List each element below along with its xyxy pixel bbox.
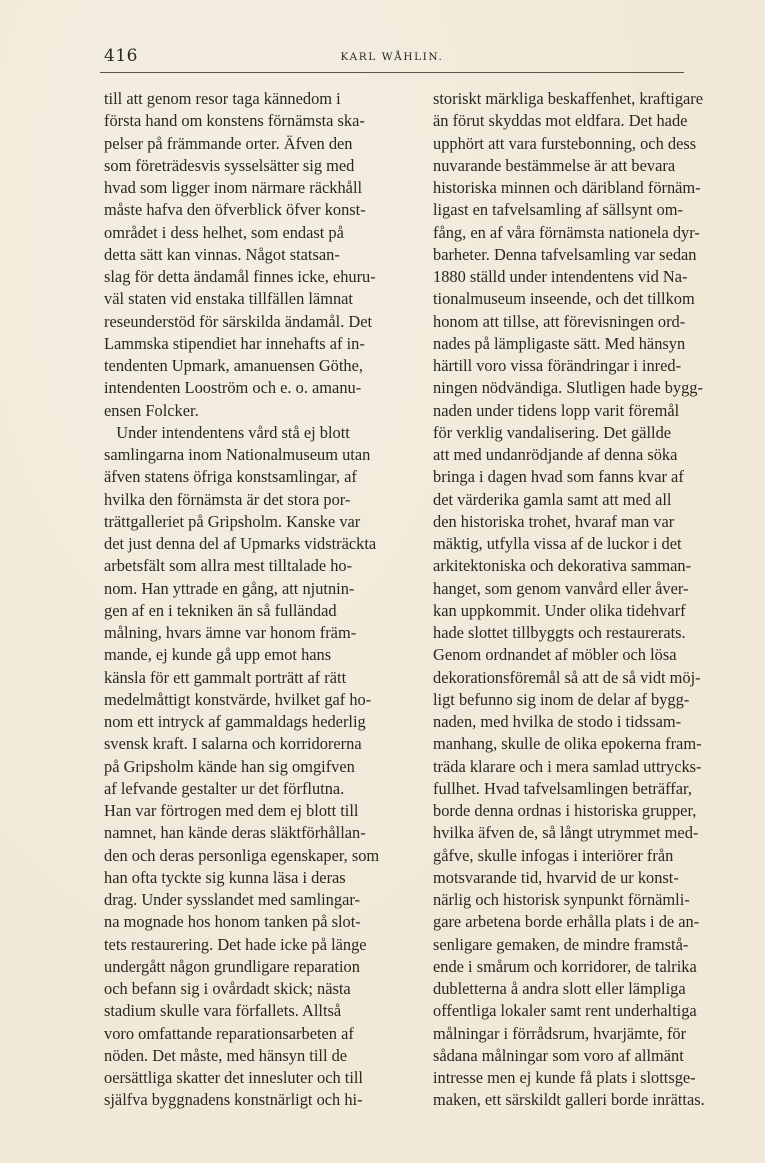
text-line: att med undanrödjande af denna söka	[433, 445, 678, 464]
text-line: Under intendentens vård stå ej blott	[104, 422, 350, 442]
text-line: ligast en tafvelsamling af sällsynt om-	[433, 200, 683, 220]
text-line: samlingarna inom Nationalmuseum utan	[104, 445, 371, 464]
text-line: området i dess helhet, som endast på	[104, 222, 344, 242]
text-line: härtill voro vissa förändringar i inred-	[433, 356, 682, 375]
text-line: senligare gemaken, de mindre framstå-	[433, 934, 689, 954]
text-line: hade slottet tillbyggts och restaurerats.	[433, 623, 686, 642]
text-line: på Gripsholm kände han sig omgifven	[104, 756, 355, 776]
right-column	[433, 88, 725, 1112]
text-line: hvilka äfven de, så långt utrymmet med-	[433, 823, 699, 843]
text-line: känsla för ett gammalt porträtt af rätt	[104, 667, 347, 687]
text-line: Genom ordnandet af möbler och lösa	[433, 645, 677, 665]
text-line: än förut skyddas mot eldfara. Det hade	[433, 111, 688, 131]
text-line: historiska minnen och däribland förnäm-	[433, 178, 701, 197]
text-line: ningen nödvändiga. Slutligen hade bygg-	[433, 378, 703, 398]
text-line: dekorationsföremål så att de så vidt möj-	[433, 667, 701, 687]
text-line: hanget, som genom vanvård eller åver-	[433, 578, 689, 598]
header-rule	[100, 72, 684, 73]
text-line: det just denna del af Upmarks vidsträckta	[104, 534, 377, 553]
text-line: oersättliga skatter det innesluter och till	[104, 1068, 363, 1087]
text-line: han ofta tyckte sig kunna läsa i deras	[104, 867, 346, 887]
text-line: maken, ett särskildt galleri borde inrättas.	[433, 1090, 705, 1110]
text-line: målningar i förrådsrum, hvarjämte, för	[433, 1023, 687, 1043]
text-line: voro omfattande reparationsarbeten af	[104, 1023, 354, 1043]
text-line: tendenten Upmark, amanuensen Göthe,	[104, 356, 363, 375]
text-line: medelmåttigt konstvärde, hvilket gaf ho-	[104, 689, 372, 709]
text-line: tionalmuseum inseende, och det tillkom	[433, 289, 695, 309]
text-line: och befann sig i ovårdadt skick; nästa	[104, 979, 351, 998]
text-line: gen af en i tekniken än så fulländad	[104, 600, 337, 620]
text-line: naden under tidens lopp varit föremål	[433, 400, 680, 420]
text-line: träda klarare och i mera samlad uttrycks-	[433, 756, 702, 776]
text-line: måste hafva den öfverblick öfver konst-	[104, 200, 366, 220]
text-line: det värderika gamla samt att med all	[433, 489, 672, 509]
text-line: offentliga lokaler samt rent underhaltiga	[433, 1001, 697, 1021]
text-line: nöden. Det måste, med hänsyn till de	[104, 1045, 348, 1065]
text-line: barheter. Denna tafvelsamling var sedan	[433, 244, 697, 264]
left-column	[104, 88, 396, 1112]
text-line: som företrädesvis sysselsätter sig med	[104, 155, 355, 175]
text-line: arbetsfält som allra mest tilltalade ho-	[104, 556, 353, 576]
text-line: själfva byggnadens konstnärligt och hi-	[104, 1090, 363, 1110]
text-line: af lefvande gestalter ur det förflutna.	[104, 778, 345, 798]
text-line: mäktig, utfylla vissa af de luckor i det	[433, 534, 682, 553]
text-line: för verklig vandalisering. Det gällde	[433, 422, 672, 442]
text-line: intendenten Looström och e. o. amanu-	[104, 378, 362, 398]
text-line: gåfve, skulle infogas i interiörer från	[433, 845, 674, 865]
text-line: sådana målningar som voro af allmänt	[433, 1045, 684, 1065]
text-line: upphört att vara furstebonning, och dess	[433, 133, 697, 153]
text-line: hvad som ligger inom närmare räckhåll	[104, 178, 363, 197]
text-line: manhang, skulle de olika epokerna fram-	[433, 734, 702, 754]
text-line: gare arbetena borde erhålla plats i de an-	[433, 912, 700, 932]
text-line: ligt befunno sig inom de delar af bygg-	[433, 689, 690, 709]
text-line: honom att tillse, att förevisningen ord-	[433, 311, 686, 331]
text-line: svensk kraft. I salarna och korridorerna	[104, 734, 362, 754]
text-line: dubletterna å andra slott eller lämpliga	[433, 979, 686, 998]
text-line: drag. Under sysslandet med samlingar-	[104, 890, 360, 909]
text-line: Han var förtrogen med dem ej blott till	[104, 801, 359, 820]
text-line: nuvarande bestämmelse är att bevara	[433, 155, 676, 175]
text-line: bringa i dagen hvad som fanns kvar af	[433, 467, 684, 487]
text-line: namnet, han kände deras släktförhållan-	[104, 823, 366, 843]
text-line: väl staten vid enstaka tillfällen lämnat	[104, 289, 353, 309]
text-line: slag för detta ändamål finnes icke, ehuru-	[104, 267, 376, 286]
text-line: trättgalleriet på Gripsholm. Kanske var	[104, 511, 361, 531]
text-line: den och deras personliga egenskaper, som	[104, 845, 380, 865]
page-number: 416	[104, 46, 138, 66]
text-line: storiskt märkliga beskaffenhet, kraftigare	[433, 89, 704, 108]
text-line: reseunderstöd för särskilda ändamål. Det	[104, 311, 373, 331]
page-header	[104, 46, 680, 74]
text-line: fullhet. Hvad tafvelsamlingen beträffar,	[433, 778, 692, 798]
text-line: hvilka den förnämsta är det stora por-	[104, 489, 351, 509]
text-line: na mognade hos honom tanken på slot-	[104, 912, 361, 932]
text-line: ende i smårum och korridorer, de talrika	[433, 956, 697, 976]
text-line: 1880 ställd under intendentens vid Na-	[433, 267, 688, 286]
text-line: motsvarande tid, hvarvid de ur konst-	[433, 867, 679, 887]
text-line: målning, hvars ämne var honom främ-	[104, 623, 357, 642]
text-line: Lammska stipendiet har innehafts af in-	[104, 333, 365, 353]
text-line: fång, en af våra förnämsta nationela dyr-	[433, 222, 700, 242]
text-line: borde denna ordnas i historiska grupper,	[433, 801, 697, 820]
text-line: första hand om konstens förnämsta ska-	[104, 111, 365, 131]
text-line: kan uppkommit. Under olika tidehvarf	[433, 600, 686, 620]
text-line: mande, ej kunde gå upp emot hans	[104, 645, 332, 665]
text-line: naden, med hvilka de stodo i tidssam-	[433, 712, 682, 731]
text-line: tets restaurering. Det hade icke på länge	[104, 934, 367, 954]
text-line: nom. Han yttrade en gång, att njutnin-	[104, 578, 355, 598]
text-line: arkitektoniska och dekorativa samman-	[433, 556, 692, 576]
running-head: KARL WÅHLIN.	[340, 51, 444, 63]
text-line: äfven statens öfriga konstsamlingar, af	[104, 467, 357, 487]
text-line: närlig och historisk synpunkt förnämli-	[433, 890, 690, 909]
text-line: intresse men ej kunde få plats i slottsge-	[433, 1068, 696, 1087]
text-line: pelser på främmande orter. Äfven den	[104, 133, 353, 153]
text-line: nom ett intryck af gammaldags hederlig	[104, 712, 366, 731]
text-line: den historiska trohet, hvaraf man var	[433, 511, 675, 531]
text-line: detta sätt kan vinnas. Något statsan-	[104, 244, 340, 264]
text-line: till att genom resor taga kännedom i	[104, 89, 341, 108]
text-line: ensen Folcker.	[104, 400, 199, 420]
text-line: nades på lämpligaste sätt. Med hänsyn	[433, 333, 686, 353]
text-line: undergått någon grundligare reparation	[104, 956, 360, 976]
text-line: stadium skulle vara förfallets. Alltså	[104, 1001, 342, 1021]
